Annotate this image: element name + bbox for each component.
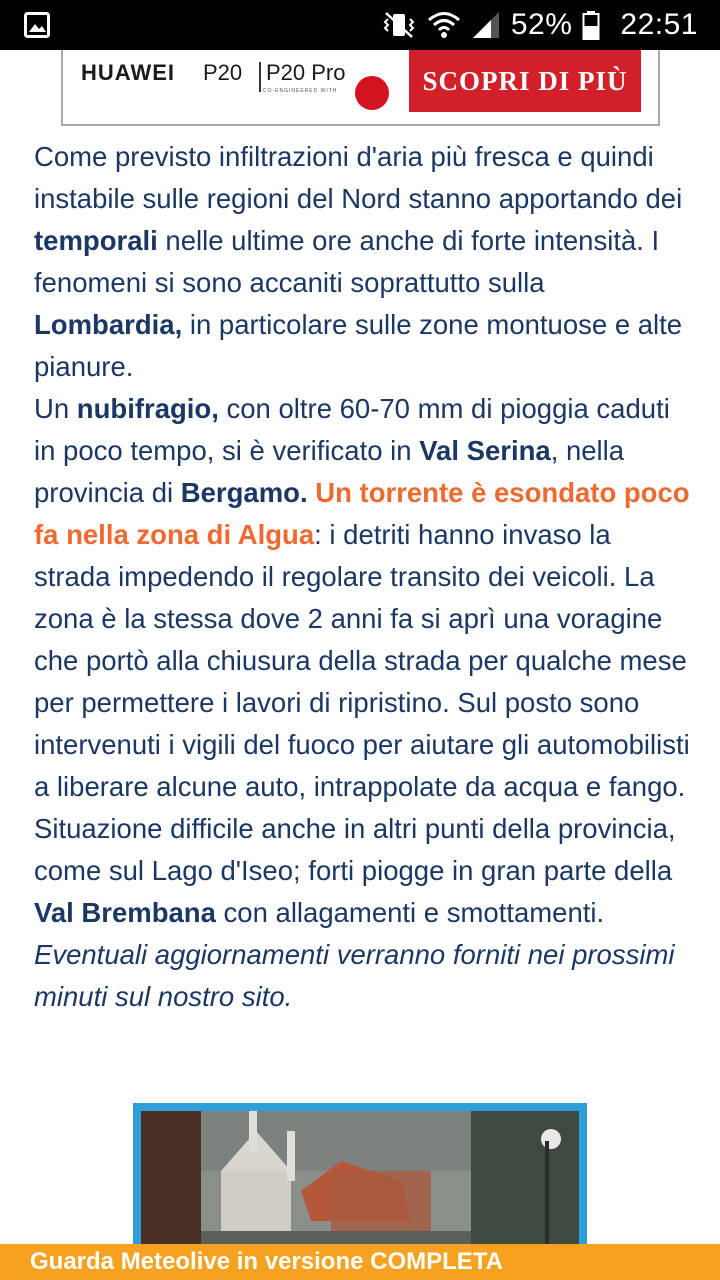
ad-model-2: P20 Pro: [266, 60, 346, 85]
ad-brand: HUAWEI: [81, 60, 175, 85]
battery-percent: 52%: [510, 8, 573, 41]
vibrate-mute-icon: [381, 10, 417, 40]
bold-lombardia: Lombardia,: [34, 309, 183, 340]
gallery-icon: [24, 12, 50, 38]
signal-icon: [471, 10, 501, 40]
leica-logo-icon: [355, 76, 389, 110]
ad-tagline: CO-ENGINEERED WITH: [263, 88, 338, 94]
bold-bergamo: Bergamo.: [180, 477, 308, 508]
article-photo[interactable]: [133, 1103, 587, 1263]
status-bar: [0, 0, 720, 50]
text: in particolare sulle zone montuose e alte pianure.: [34, 309, 683, 382]
battery-icon: [582, 10, 600, 40]
ad-banner[interactable]: [61, 50, 660, 126]
bold-temporali: temporali: [34, 225, 158, 256]
full-version-bar[interactable]: [0, 1244, 720, 1280]
church-photo: [141, 1111, 579, 1263]
text: Un: [34, 393, 77, 424]
text: : i detriti hanno invaso la strada impedendo il regolare transito dei veicoli. La zona è la stessa dove 2 anni fa si aprì una voragine che portò alla chiusura della strada per qualche mese per permettere i lavori di ripristino. Sul posto sono intervenuti i vigili del fuoco per aiutare gli automobilisti a liberare alcune auto, intrappolate da acqua e fango.: [34, 519, 690, 802]
wifi-icon: [427, 10, 461, 40]
text: Come previsto infiltrazioni d'aria più fresca e quindi instabile sulle regioni del Nord stanno apportando dei: [34, 141, 683, 214]
text: Situazione difficile anche in altri punti della provincia, come sul Lago d'Iseo; forti piogge in gran parte della: [34, 813, 676, 886]
article-paragraph-1: [34, 136, 694, 388]
text: , nella provincia di: [34, 435, 625, 508]
text: con allagamenti e smottamenti.: [215, 897, 605, 928]
article-paragraph-2: [34, 388, 694, 808]
ad-divider: [259, 62, 261, 92]
ad-model-1: P20: [203, 60, 243, 85]
bold-val-brembana: Val Brembana: [34, 897, 216, 928]
article-paragraph-3: [34, 808, 694, 934]
bold-val-serina: Val Serina: [419, 435, 551, 466]
clock: 22:51: [620, 8, 698, 41]
text: nelle ultime ore anche di forte intensità. I fenomeni si sono accaniti soprattutto sulla: [34, 225, 660, 298]
bold-nubifragio: nubifragio,: [76, 393, 219, 424]
status-icons: [381, 0, 698, 50]
full-version-link[interactable]: Guarda Meteolive in versione COMPLETA: [30, 1248, 503, 1275]
article-body: [34, 136, 694, 1018]
text: con oltre 60-70 mm di pioggia caduti in poco tempo, si è verificato in: [34, 393, 670, 466]
ad-cta-button[interactable]: SCOPRI DI PIÙ: [409, 50, 641, 112]
highlight-link[interactable]: Un torrente è esondato poco fa nella zona di Algua: [34, 477, 690, 550]
article-update-note: Eventuali aggiornamenti verranno forniti nei prossimi minuti sul nostro sito.: [34, 939, 675, 1012]
